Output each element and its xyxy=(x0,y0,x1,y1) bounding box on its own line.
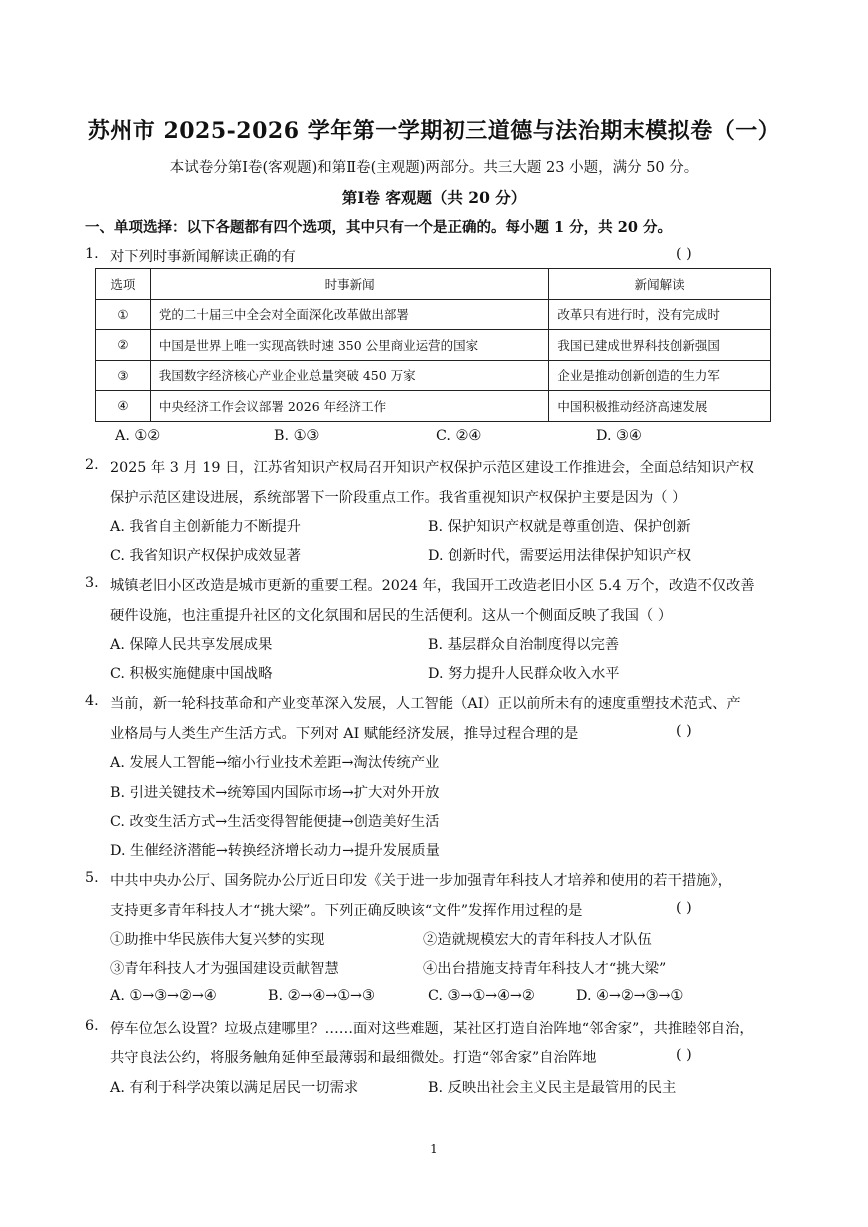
table-header-cell: 新闻解读 xyxy=(549,269,771,300)
statement-item: ④出台措施支持青年科技人才“挑大梁” xyxy=(423,961,667,977)
option-d: D. 创新时代，需要运用法律保护知识产权 xyxy=(428,548,692,564)
table-cell: ③ xyxy=(96,360,151,391)
question-stem-line: 停车位怎么设置？垃圾点建哪里？……面对这些难题，某社区打造自治阵地“邻舍家”，共推睦邻自治， xyxy=(110,1021,754,1037)
option-d: D. 努力提升人民群众收入水平 xyxy=(428,666,620,682)
question-stem-line: 2025 年 3 月 19 日，江苏省知识产权局召开知识产权保护示范区建设工作推进会，全面总结知识产权 xyxy=(110,460,754,476)
question-number: 6. xyxy=(85,1018,99,1034)
option-b: B. ②→④→①→③ xyxy=(268,988,375,1004)
option-c: C. ②④ xyxy=(436,428,482,444)
option-d: D. ③④ xyxy=(596,428,642,444)
answer-bracket: ( ) xyxy=(676,246,692,262)
table-row xyxy=(96,360,771,391)
answer-bracket: ( ) xyxy=(676,1047,692,1063)
table-cell: 我国已建成世界科技创新强国 xyxy=(549,330,771,361)
option-b: B. 保护知识产权就是尊重创造、保护创新 xyxy=(428,519,691,535)
table-header-cell: 选项 xyxy=(96,269,151,300)
news-table xyxy=(95,268,771,422)
table-cell: 中国积极推动经济高速发展 xyxy=(549,391,771,422)
option-a: A. ①→③→②→④ xyxy=(110,988,217,1004)
page-number: 1 xyxy=(430,1142,438,1156)
table-cell: 企业是推动创新创造的生力军 xyxy=(549,360,771,391)
option-b: B. ①③ xyxy=(274,428,320,444)
option-b: B. 反映出社会主义民主是最管用的民主 xyxy=(428,1080,677,1096)
option-a: A. 保障人民共享发展成果 xyxy=(110,637,273,653)
statement-item: ③青年科技人才为强国建设贡献智慧 xyxy=(110,961,339,977)
question-number: 3. xyxy=(85,575,99,591)
option-c: C. 改变生活方式→生活变得智能便捷→创造美好生活 xyxy=(110,814,440,830)
part-heading: 一、单项选择：以下各题都有四个选项，其中只有一个是正确的。每小题 1 分，共 20 分。 xyxy=(85,219,672,236)
table-header-cell: 时事新闻 xyxy=(150,269,548,300)
option-d: D. ④→②→③→① xyxy=(576,988,684,1004)
table-row xyxy=(96,299,771,330)
table-row xyxy=(96,391,771,422)
question-number: 1. xyxy=(85,246,99,262)
option-b: B. 基层群众自治制度得以完善 xyxy=(428,637,620,653)
question-stem-line: 城镇老旧小区改造是城市更新的重要工程。2024 年，我国开工改造老旧小区 5.4 万个，改造不仅改善 xyxy=(110,578,755,594)
option-b: B. 引进关键技术→统筹国内国际市场→扩大对外开放 xyxy=(110,785,440,801)
question-stem-line: 当前，新一轮科技革命和产业变革深入发展，人工智能（AI）正以前所未有的速度重塑技术范式、产 xyxy=(110,696,741,712)
table-cell: ① xyxy=(96,299,151,330)
table-cell: 我国数字经济核心产业企业总量突破 450 万家 xyxy=(150,360,548,391)
question-stem-line: 共守良法公约，将服务触角延伸至最薄弱和最细微处。打造“邻舍家”自治阵地 xyxy=(110,1050,597,1066)
option-c: C. 积极实施健康中国战略 xyxy=(110,666,273,682)
table-cell: ④ xyxy=(96,391,151,422)
question-stem-line: 硬件设施，也注重提升社区的文化氛围和居民的生活便利。这从一个侧面反映了我国（ ） xyxy=(110,608,673,624)
question-number: 5. xyxy=(85,870,99,886)
statement-item: ②造就规模宏大的青年科技人才队伍 xyxy=(423,932,652,948)
question-stem-line: 支持更多青年科技人才“挑大梁”。下列正确反映该“文件”发挥作用过程的是 xyxy=(110,903,583,919)
question-stem-line: 业格局与人类生产生活方式。下列对 AI 赋能经济发展，推导过程合理的是 xyxy=(110,726,579,742)
statement-item: ①助推中华民族伟大复兴梦的实现 xyxy=(110,932,325,948)
question-stem-line: 保护示范区建设进展，系统部署下一阶段重点工作。我省重视知识产权保护主要是因为（ ） xyxy=(110,490,687,506)
section-title: 第Ⅰ卷 客观题（共 20 分） xyxy=(341,188,527,207)
option-c: C. ③→①→④→② xyxy=(428,988,535,1004)
table-cell: 中国是世界上唯一实现高铁时速 350 公里商业运营的国家 xyxy=(150,330,548,361)
answer-bracket: ( ) xyxy=(676,723,692,739)
table-row xyxy=(96,330,771,361)
table-cell: ② xyxy=(96,330,151,361)
answer-bracket: ( ) xyxy=(676,900,692,916)
question-number: 4. xyxy=(85,693,99,709)
option-c: C. 我省知识产权保护成效显著 xyxy=(110,548,302,564)
table-header-row xyxy=(96,269,771,300)
option-a: A. ①② xyxy=(115,428,161,444)
table-cell: 改革只有进行时，没有完成时 xyxy=(549,299,771,330)
option-a: A. 有利于科学决策以满足居民一切需求 xyxy=(110,1080,359,1096)
question-number: 2. xyxy=(85,457,99,473)
exam-intro: 本试卷分第Ⅰ卷(客观题)和第Ⅱ卷(主观题)两部分。共三大题 23 小题，满分 50 分。 xyxy=(169,160,699,176)
option-a: A. 发展人工智能→缩小行业技术差距→淘汰传统产业 xyxy=(110,755,440,771)
option-a: A. 我省自主创新能力不断提升 xyxy=(110,519,301,535)
question-stem: 对下列时事新闻解读正确的有 xyxy=(110,249,296,265)
page-title: 苏州市 2025-2026 学年第一学期初三道德与法治期末模拟卷（一） xyxy=(87,118,781,144)
question-stem-line: 中共中央办公厅、国务院办公厅近日印发《关于进一步加强青年科技人才培养和使用的若干措施》， xyxy=(110,873,732,889)
option-d: D. 生催经济潜能→转换经济增长动力→提升发展质量 xyxy=(110,843,440,859)
table-cell: 中央经济工作会议部署 2026 年经济工作 xyxy=(150,391,548,422)
table-cell: 党的二十届三中全会对全面深化改革做出部署 xyxy=(150,299,548,330)
